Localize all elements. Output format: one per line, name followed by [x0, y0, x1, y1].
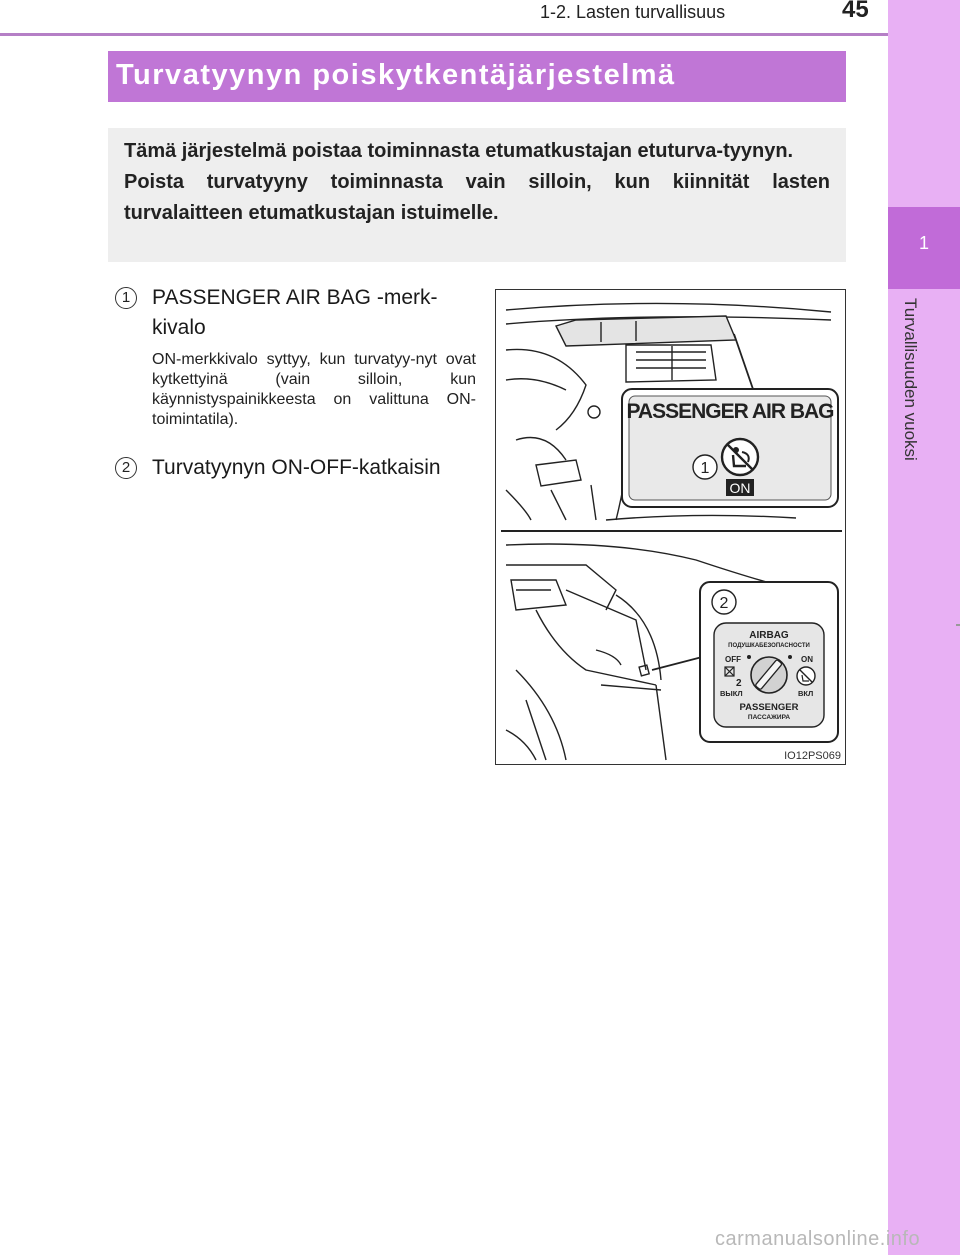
dashboard-figure — [495, 289, 846, 765]
on-badge-text: ON — [729, 480, 751, 496]
page-number: 45 — [842, 0, 869, 23]
chapter-number-box[interactable] — [888, 207, 960, 289]
item-1-description: ON-merkkivalo syttyy, kun turvatyy-nyt ovat kytkettyinä (vain silloin, kun käynnistyspainikkeesta on valittuna ON-toimintatila). — [152, 351, 476, 428]
switch-title-ru: ПОДУШКАБЕЗОПАСНОСТИ — [728, 643, 810, 649]
item-2-number: 2 — [115, 457, 137, 479]
header-rule — [0, 33, 888, 36]
switch-passenger-label-ru: ПАССАЖИРА — [747, 714, 791, 721]
figure-code: IO12PS069 — [784, 750, 841, 762]
running-header: 1-2. Lasten turvallisuus — [540, 2, 726, 22]
intro-box — [108, 128, 846, 262]
figure-callout-2-number: 2 — [719, 595, 729, 612]
indicator-title: PASSENGER AIR BAG — [626, 400, 834, 423]
switch-off-label-ru: ВЫКЛ — [720, 689, 743, 698]
airbag-indicator-icon — [722, 439, 758, 475]
key-slot-icon[interactable] — [751, 657, 787, 693]
section-title-bar — [108, 51, 846, 102]
chapter-number: 1 — [918, 233, 929, 253]
switch-title: AIRBAG — [749, 630, 789, 641]
switch-small-digit: 2 — [736, 678, 742, 689]
section-title: Turvatyynyn poiskytkentäjärjestelmä — [116, 59, 676, 91]
switch-on-label: ON — [801, 655, 813, 664]
switch-passenger-label: PASSENGER — [739, 702, 799, 713]
figure-illustration — [496, 290, 846, 765]
item-1-label-line1: PASSENGER AIR BAG -merk- — [152, 286, 438, 309]
intro-paragraph-2: Poista turvatyyny toiminnasta vain silloin, kun kiinnität lasten turvalaitteen etumatkustajan istuimelle. — [124, 171, 830, 224]
chapter-side-tab — [888, 0, 960, 1255]
watermark: carmanualsonline.info — [715, 1228, 921, 1250]
side-tick-mark — [956, 624, 960, 626]
intro-paragraph-1: Tämä järjestelmä poistaa toiminnasta etumatkustajan etuturva-tyynyn. — [124, 140, 794, 162]
switch-off-label: OFF — [725, 655, 741, 664]
chapter-title: Turvallisuuden vuoksi — [901, 298, 920, 461]
switch-on-label-ru: ВКЛ — [798, 689, 814, 698]
item-2-label: Turvatyynyn ON-OFF-katkaisin — [152, 456, 441, 479]
item-1-number: 1 — [115, 287, 137, 309]
airbag-on-icon — [797, 667, 815, 685]
figure-callout-1-number: 1 — [700, 460, 710, 477]
item-1-label-line2: kivalo — [152, 316, 206, 339]
